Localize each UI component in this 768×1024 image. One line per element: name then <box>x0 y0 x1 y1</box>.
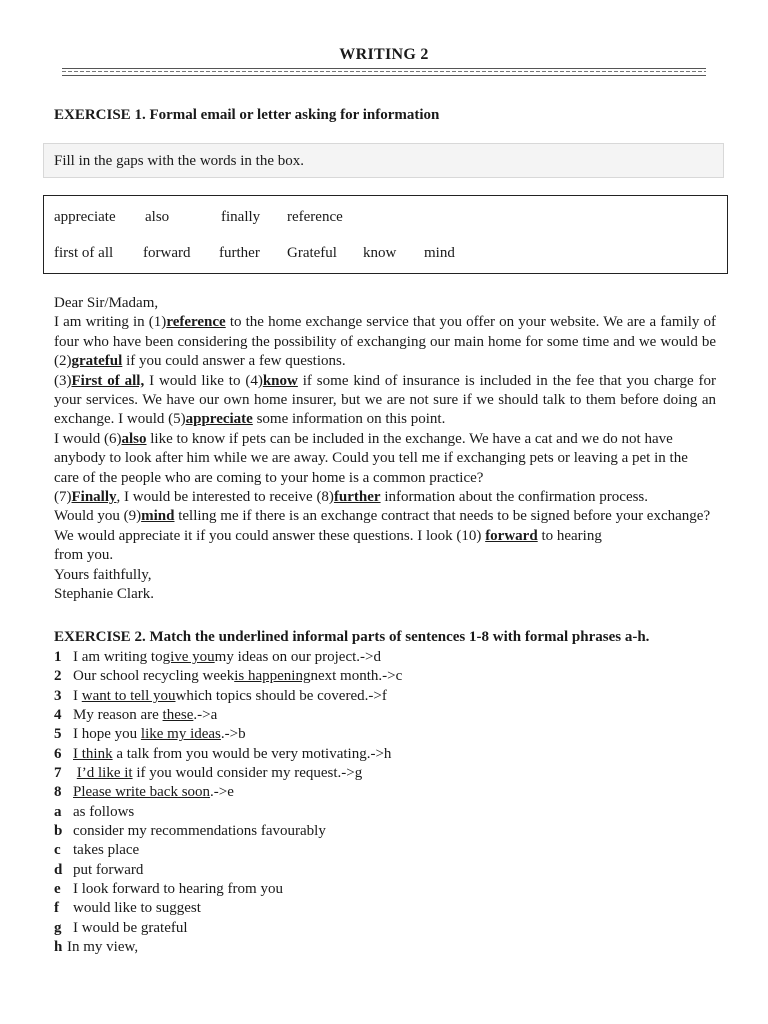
letter-text: I would (6) <box>54 430 122 447</box>
sentence-item <box>54 764 716 783</box>
sentence-text: I hope you <box>73 726 141 743</box>
sentence-number: 8 <box>54 784 62 801</box>
sentence-item <box>54 783 716 802</box>
sentence-text: Our school recycling week <box>73 668 235 685</box>
letter-paragraph-3 <box>54 430 716 488</box>
letter-text: (7) <box>54 489 72 506</box>
answer-3: First of all, <box>71 372 145 389</box>
phrase-item <box>54 880 716 899</box>
phrase-item <box>54 938 716 957</box>
letter-text: (3) <box>54 372 72 389</box>
word-box-item: Grateful <box>287 245 337 261</box>
underlined-phrase: want to tell you <box>81 687 176 704</box>
phrase-text: takes place <box>73 842 140 859</box>
word-box-item: know <box>363 245 397 261</box>
answer-7: Finally <box>71 489 117 506</box>
phrase-text: as follows <box>73 803 135 820</box>
letter-paragraph-4 <box>54 488 716 507</box>
letter-text: some information on this point. <box>252 411 446 428</box>
sentence-item <box>54 725 716 744</box>
word-box-item: appreciate <box>54 209 116 225</box>
answer-8: further <box>333 489 381 506</box>
answer-1: reference <box>166 314 226 331</box>
instruction-text: Fill in the gaps with the words in the box. <box>54 153 304 169</box>
sentence-number: 4 <box>54 707 62 724</box>
letter-text: We would appreciate it if you could answer these questions. I look (10) <box>54 527 486 544</box>
sentence-text: .->b <box>220 726 246 743</box>
phrase-letter: e <box>54 881 61 898</box>
sentence-item <box>54 687 716 706</box>
letter-text: to hearing <box>537 527 602 544</box>
sentence-text: My reason are <box>73 707 163 724</box>
phrase-text: put forward <box>73 861 144 878</box>
letter-text: to the home exchange service that you offer on your website. We are a family of four who have been considering the possibility of exchanging our main home for some time and we would be (2) <box>54 314 716 370</box>
answer-4: know <box>262 372 298 389</box>
answer-6: also <box>121 430 147 447</box>
sentence-item <box>54 706 716 725</box>
phrase-item <box>54 803 716 822</box>
phrase-letter: a <box>54 803 62 820</box>
answer-9: mind <box>141 508 175 525</box>
phrase-item <box>54 899 716 918</box>
letter-text: if some kind of insurance is included in the fee that you charge for your services. We have our own home insurer, but we are not sure if we should talk to them before doing an exchange. I would (5) <box>54 372 716 428</box>
sentence-text: which topics should be covered.->f <box>175 687 387 704</box>
phrase-text: In my view, <box>67 939 139 956</box>
phrase-text: I would be grateful <box>73 919 188 936</box>
sentence-text: my ideas on our project.->d <box>214 649 381 665</box>
sentence-number: 6 <box>54 745 62 762</box>
exercise1-heading: EXERCISE 1. Formal email or letter asking for information <box>54 107 440 123</box>
underlined-phrase: like my ideas <box>140 726 221 743</box>
phrase-letter: b <box>54 823 63 840</box>
sentence-text: I am writing to <box>73 649 163 665</box>
sentence-text: .->e <box>210 784 234 801</box>
phrase-text: would like to suggest <box>73 900 201 917</box>
sentence-item <box>54 667 716 686</box>
phrase-text: I look forward to hearing from you <box>73 881 283 898</box>
underlined-phrase: these <box>162 707 194 724</box>
sentence-text: next month.->c <box>310 668 403 685</box>
underlined-phrase: Please write back soon <box>73 784 211 801</box>
sentence-text: .->a <box>193 707 218 724</box>
word-box-item: also <box>145 209 170 225</box>
letter-text: , I would be interested to receive (8) <box>116 489 334 506</box>
phrase-item <box>54 841 716 860</box>
sentence-text: a talk from you would be very motivating.->h <box>112 745 392 762</box>
letter-signature: Stephanie Clark. <box>54 586 154 603</box>
sentence-number: 5 <box>54 726 62 743</box>
answer-5: appreciate <box>185 411 253 428</box>
letter-text: from you. <box>54 547 114 564</box>
phrase-letter: f <box>54 900 59 917</box>
letter-paragraph-5 <box>54 507 716 526</box>
letter-paragraph-1 <box>54 313 716 371</box>
phrase-letter: h <box>54 939 63 956</box>
sentence-number: 1 <box>54 649 62 665</box>
letter-text: I would like to (4) <box>144 372 263 389</box>
word-box <box>43 195 728 274</box>
sentence-item <box>54 745 716 764</box>
exercise2-list <box>54 648 716 958</box>
word-box-item: reference <box>287 209 343 225</box>
underlined-phrase: give you <box>162 649 215 665</box>
word-box-item: forward <box>143 245 191 261</box>
letter-text: like to know if pets can be included in the exchange. We have a cat and we do not have anybody to look after him while we are away. Could you tell me if exchanging pets or leaving a pet in the care of the people who are coming to your home is a common practice? <box>54 430 688 486</box>
answer-10: forward <box>485 527 538 544</box>
letter-text: I am writing in (1) <box>54 314 167 331</box>
letter-paragraph-6 <box>54 527 716 546</box>
page-title: WRITING 2 <box>339 46 429 63</box>
letter-paragraph-2 <box>54 372 716 430</box>
underlined-phrase: is happening <box>234 668 311 685</box>
letter-text: Would you (9) <box>54 508 142 525</box>
word-box-item: first of all <box>54 245 114 261</box>
phrase-text: consider my recommendations favourably <box>73 823 326 840</box>
word-box-item: further <box>219 245 260 261</box>
letter-body <box>54 294 716 605</box>
exercise2-heading: EXERCISE 2. Match the underlined informal parts of sentences 1-8 with formal phrases a-h. <box>54 629 650 645</box>
sentence-text: if you would consider my request.->g <box>132 765 363 782</box>
letter-closing: Yours faithfully, <box>54 566 152 583</box>
instruction-box <box>43 143 724 178</box>
word-box-item: mind <box>424 245 455 261</box>
underlined-phrase: I’d like it <box>76 765 133 782</box>
phrase-item <box>54 822 716 841</box>
phrase-letter: g <box>54 919 62 936</box>
sentence-number: 3 <box>54 687 62 704</box>
word-box-item: finally <box>221 209 261 225</box>
sentence-number: 7 <box>54 765 62 782</box>
phrase-item <box>54 919 716 938</box>
sentence-text: I <box>73 687 82 704</box>
phrase-item <box>54 861 716 880</box>
letter-greeting: Dear Sir/Madam, <box>54 295 159 311</box>
title-divider <box>62 68 706 76</box>
phrase-letter: c <box>54 842 61 859</box>
phrase-letter: d <box>54 861 63 878</box>
answer-2: grateful <box>71 353 123 370</box>
letter-text: telling me if there is an exchange contract that needs to be signed before your exchange? <box>174 508 711 525</box>
letter-text: if you could answer a few questions. <box>122 353 346 370</box>
sentence-item <box>54 648 716 667</box>
letter-text: information about the confirmation process. <box>380 489 649 506</box>
sentence-number: 2 <box>54 668 62 685</box>
underlined-phrase: I think <box>73 745 113 762</box>
